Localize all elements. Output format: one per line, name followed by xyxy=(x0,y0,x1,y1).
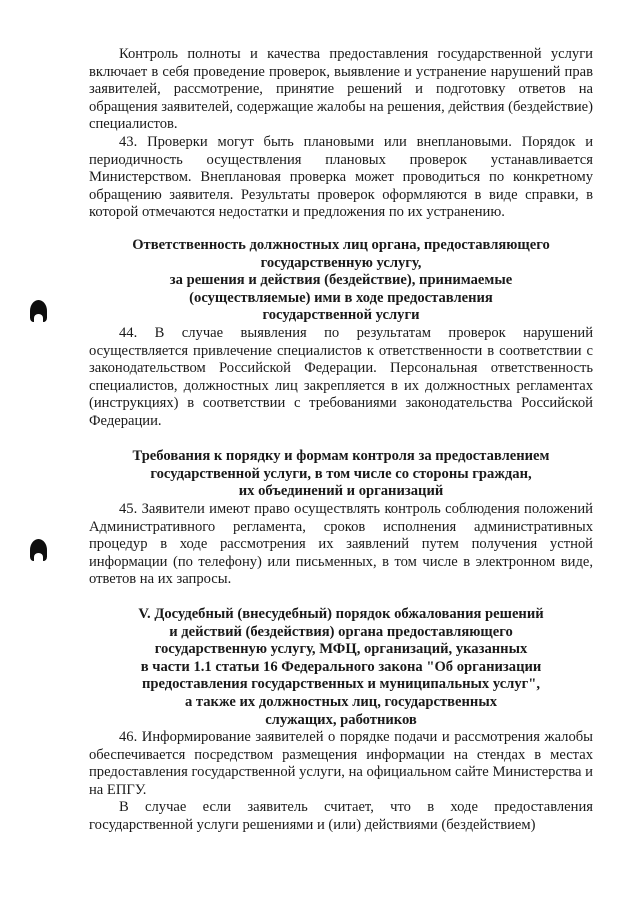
paragraph-43: 43. Проверки могут быть плановыми или внеплановыми. Порядок и периодичность осуществления плановых проверок устанавливается Министерством. Внеплановая проверка может проводиться по конкретному обращению заявителя. Результаты проверок оформляются в виде справки, в которой отмечаются недостатки и предложения по их устранению. xyxy=(89,133,593,221)
text-block xyxy=(89,46,593,222)
punch-hole-mark xyxy=(30,300,47,322)
heading-line: (осуществляемые) ими в ходе предоставления xyxy=(189,289,493,306)
heading-line: и действий (бездействия) органа предоставляющего xyxy=(169,623,513,640)
heading-line: государственную услугу, МФЦ, организаций, указанных xyxy=(154,641,528,658)
heading-line: предоставления государственных и муниципальных услуг", xyxy=(141,676,541,693)
heading-line: а также их должностных лиц, государственных xyxy=(184,693,498,710)
heading-line: государственную услугу, xyxy=(260,254,422,271)
heading-line: государственной услуги xyxy=(262,307,420,324)
section-heading-control-requirements xyxy=(89,448,593,501)
heading-line: государственной услуги, в том числе со стороны граждан, xyxy=(150,465,532,482)
paragraph-46-continued: В случае если заявитель считает, что в ходе предоставления государственной услуги решениями и (или) действиями (бездействием) xyxy=(89,799,593,833)
heading-line: их объединений и организаций xyxy=(238,483,444,500)
heading-line: Ответственность должностных лиц органа, предоставляющего xyxy=(132,237,550,253)
heading-line: V. Досудебный (внесудебный) порядок обжалования решений xyxy=(138,606,544,622)
text-block xyxy=(89,501,593,589)
paragraph-44: 44. В случае выявления по результатам проверок нарушений осуществляется привлечение специалистов к ответственности в соответствии с законодательством Российской Федерации. Персональная ответственность специалистов, должностных лиц закрепляется в их должностных регламентах (инструкциях) в соответствии с требованиями законодательства Российской Федерации. xyxy=(89,325,593,429)
text-block xyxy=(89,325,593,431)
section-heading-appeal xyxy=(89,606,593,729)
paragraph-intro: Контроль полноты и качества предоставления государственной услуги включает в себя проведение проверок, выявление и устранение нарушений прав заявителей, рассмотрение, принятие решений и подготовку ответов на обращения заявителей, содержащие жалобы на решения, действия (бездействие) специалистов. xyxy=(89,46,593,133)
heading-line: служащих, работников xyxy=(265,711,417,728)
heading-line: Требования к порядку и формам контроля за предоставлением xyxy=(132,448,550,464)
heading-line: за решения и действия (бездействие), принимаемые xyxy=(169,272,513,289)
text-block xyxy=(89,729,593,835)
punch-hole-mark xyxy=(30,539,47,561)
heading-line: в части 1.1 статьи 16 Федерального закона "Об организации xyxy=(140,658,542,675)
paragraph-45: 45. Заявители имеют право осуществлять контроль соблюдения положений Административного регламента, сроков исполнения административных процедур в ходе рассмотрения их заявлений путем получения устной информации (по телефону) или письменных, в том числе в электронном виде, ответов на их запросы. xyxy=(89,501,593,588)
paragraph-46: 46. Информирование заявителей о порядке подачи и рассмотрения жалобы обеспечивается посредством размещения информации на стендах в местах предоставления государственной услуги, на официальном сайте Министерства и на ЕПГУ. xyxy=(89,729,593,798)
section-heading-responsibility xyxy=(89,237,593,325)
